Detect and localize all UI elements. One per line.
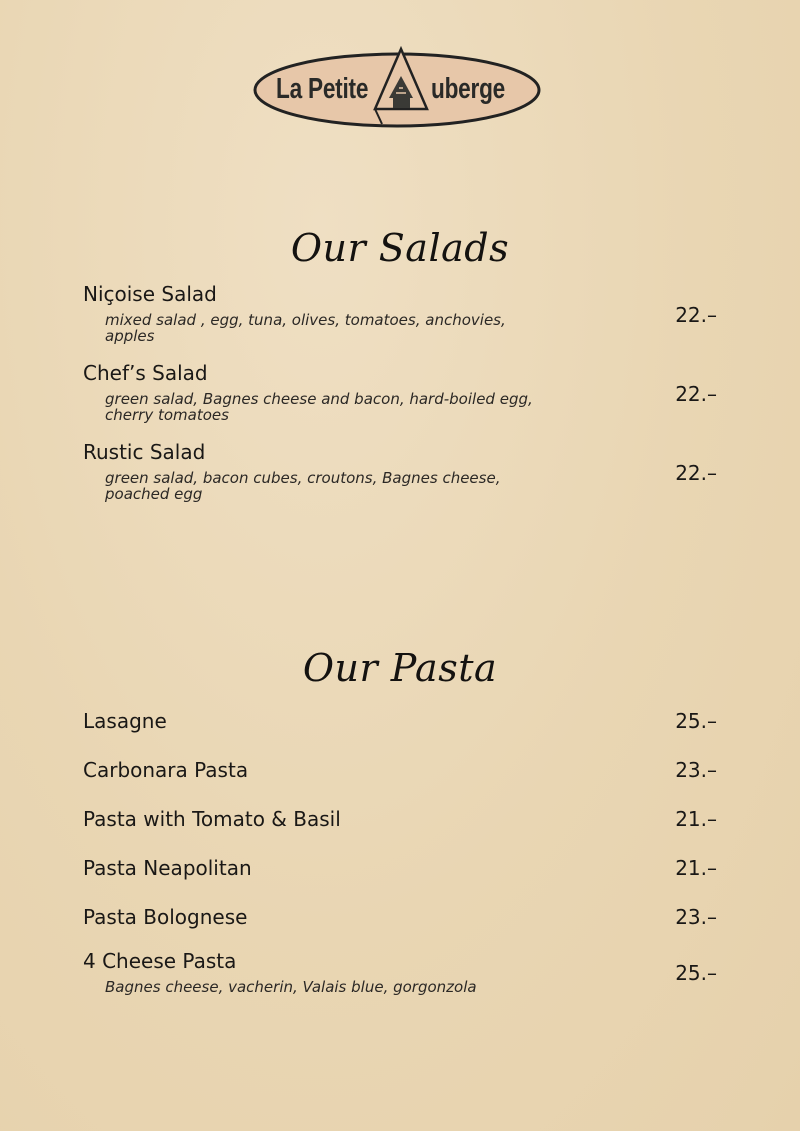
salad-item-price: 22.–: [675, 382, 717, 406]
pasta-item-price: 21.–: [675, 807, 717, 831]
salad-desc-line: poached egg: [105, 485, 203, 503]
salad-desc-line: cherry tomatoes: [105, 406, 229, 424]
salad-item-name: Niçoise Salad: [83, 282, 217, 306]
pasta-item-price: 21.–: [675, 856, 717, 880]
logo-text-right: uberge: [431, 73, 506, 105]
pasta-item-desc: Bagnes cheese, vacherin, Valais blue, gorgonzola: [105, 978, 477, 996]
salad-item-price: 22.–: [675, 461, 717, 485]
salad-item-desc: [105, 470, 585, 502]
pasta-item-name: Pasta Neapolitan: [83, 856, 252, 880]
salads-section-title: Our Salads: [290, 226, 510, 270]
pasta-item-name: Lasagne: [83, 709, 167, 733]
pasta-item-name: 4 Cheese Pasta: [83, 949, 237, 973]
salad-item-name: Rustic Salad: [83, 440, 206, 464]
pasta-item-price: 23.–: [675, 758, 717, 782]
salad-desc-line: apples: [105, 327, 155, 345]
salad-item-desc: [105, 391, 585, 423]
pasta-item-name: Pasta with Tomato & Basil: [83, 807, 341, 831]
pasta-item-price: 25.–: [675, 709, 717, 733]
salad-item-price: 22.–: [675, 303, 717, 327]
pasta-item-price: 25.–: [675, 961, 717, 985]
pasta-item-name: Carbonara Pasta: [83, 758, 249, 782]
pasta-item-name: Pasta Bolognese: [83, 905, 248, 929]
logo-text-left: La Petite: [276, 73, 369, 105]
salad-desc-line: green salad, Bagnes cheese and bacon, hard-boiled egg,: [105, 390, 533, 408]
restaurant-logo: [253, 46, 541, 128]
pasta-item-price: 23.–: [675, 905, 717, 929]
salad-desc-line: mixed salad , egg, tuna, olives, tomatoes, anchovies,: [105, 311, 506, 329]
salad-item-name: Chef’s Salad: [83, 361, 208, 385]
pasta-section-title: Our Pasta: [302, 646, 498, 690]
salad-desc-line: green salad, bacon cubes, croutons, Bagnes cheese,: [105, 469, 501, 487]
salad-item-desc: [105, 312, 585, 344]
